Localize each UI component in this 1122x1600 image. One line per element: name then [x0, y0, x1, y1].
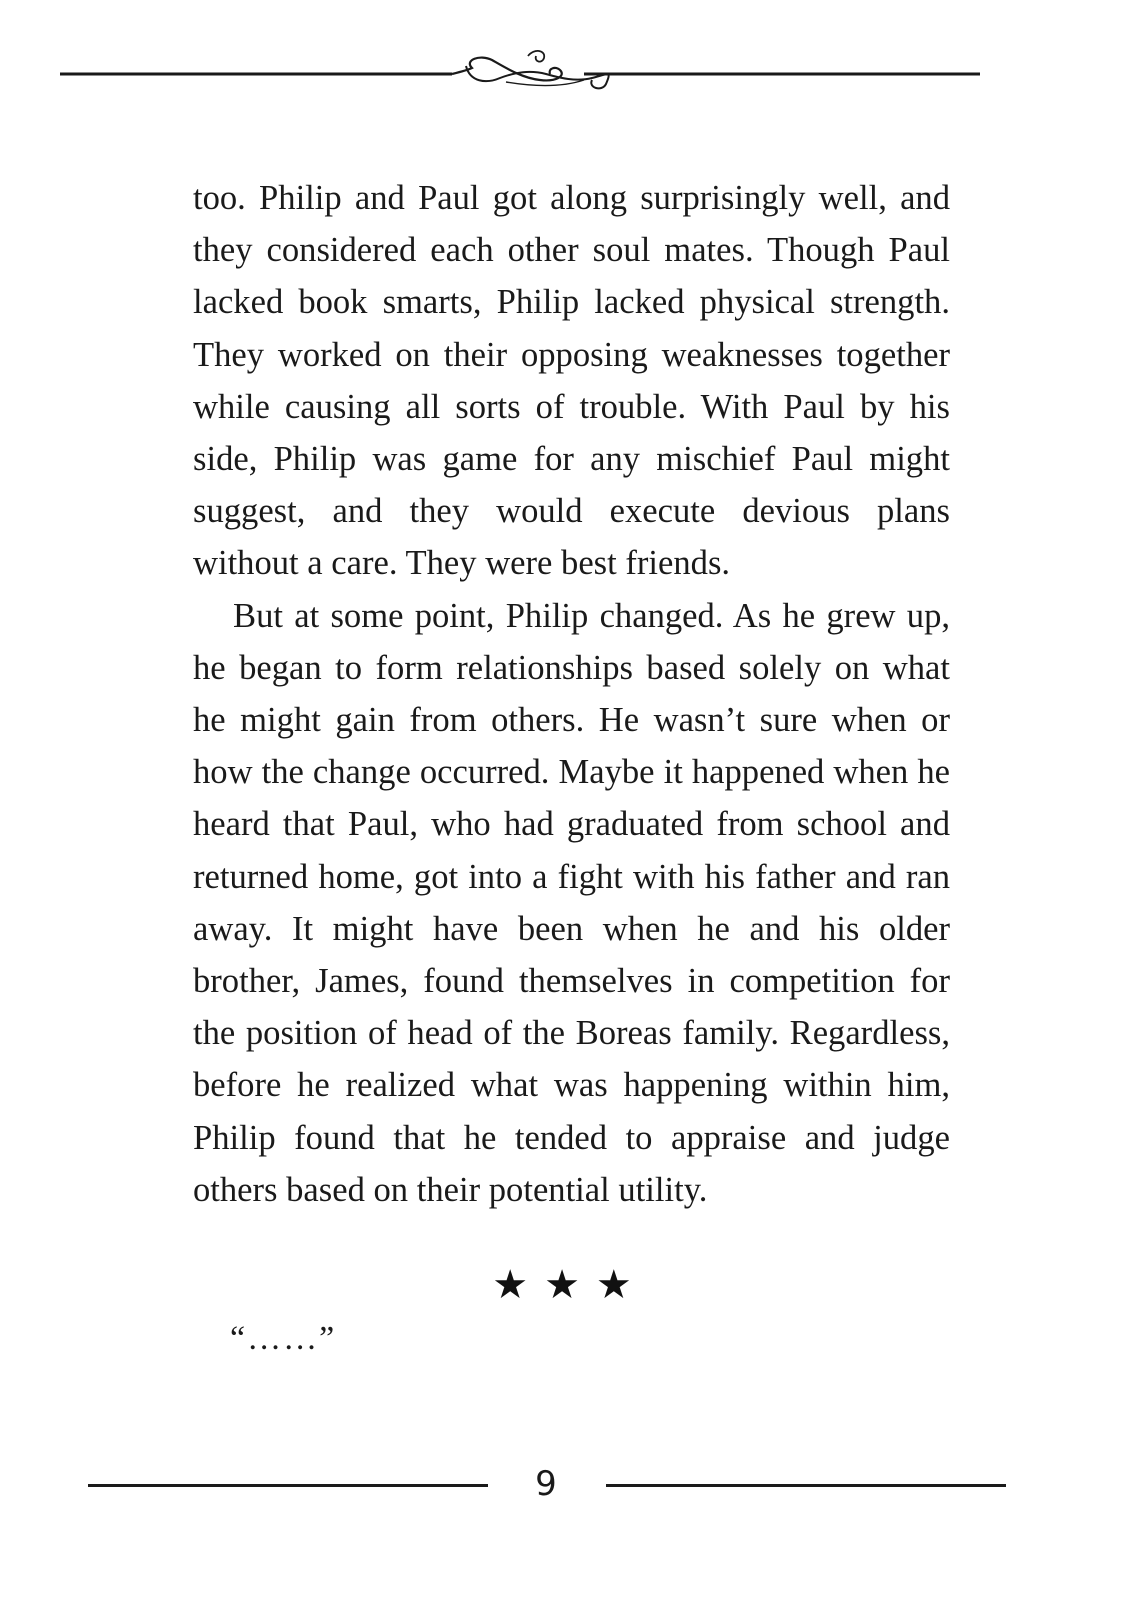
- footer-rule-left: [88, 1484, 488, 1487]
- page-number: 9: [535, 1464, 557, 1504]
- paragraph-continued: too. Philip and Paul got along surprisingly well, and they considered each other soul mates. Though Paul lacked book smarts, Philip lacked physical strength. They worked on their opposing weaknesses together while causing all sorts of trouble. With Paul by his side, Philip was game for any mischief Paul might suggest, and they would execute devious plans without a care. They were best friends.: [193, 179, 950, 583]
- paragraph: But at some point, Philip changed. As he grew up, he began to form relationships based solely on what he might gain from others. He wasn’t sure when or how the change occurred. Maybe it happened when he heard that Paul, who had graduated from school and returned home, got into a fight with his father and ran away. It might have been when he and his older brother, James, found themselves in competition for the position of head of the Boreas family. Regardless, before he realized what was happening within him, Philip found that he tended to appraise and judge others based on their potential utility.: [193, 596, 950, 1209]
- footer-rule-right: [606, 1484, 1006, 1487]
- dialogue-ellipsis: “……”: [230, 1320, 337, 1357]
- header-flourish-icon: [60, 44, 980, 104]
- page-body: [193, 172, 950, 1216]
- scene-break-stars: ★★★: [492, 1262, 648, 1308]
